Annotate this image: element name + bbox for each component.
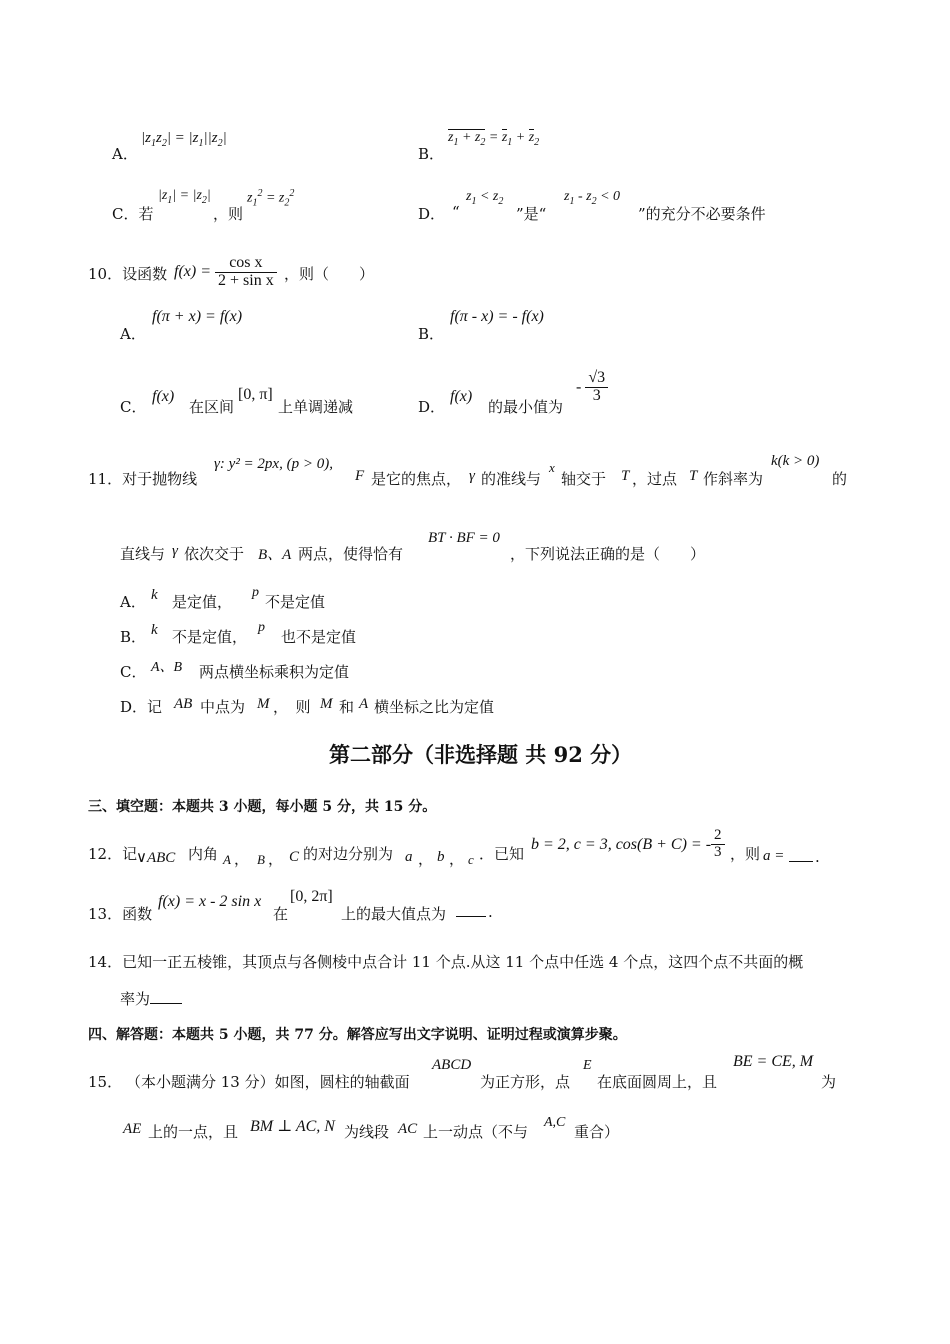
q11-T2: T — [689, 468, 698, 484]
q11-gamma: γ — [469, 468, 475, 484]
q10-option-c-text2: 上单调递减 — [278, 398, 354, 416]
q9-option-d[interactable] — [418, 203, 445, 224]
q11-line2-vector-eq: BT · BF = 0 — [428, 530, 500, 546]
q11-option-b[interactable] — [120, 626, 146, 647]
q11-x: x — [549, 460, 555, 475]
option-label: B． — [418, 145, 445, 163]
q14-line2 — [120, 988, 182, 1009]
q12-B: B — [257, 852, 265, 867]
q11-option-d-M: M — [257, 696, 270, 712]
question-text: 对于抛物线 — [122, 470, 198, 488]
q11-text-7: 的 — [832, 470, 848, 488]
q15-text-4: 为 — [821, 1073, 837, 1091]
q11-text-2: 是它的焦点， — [371, 470, 462, 488]
q10-option-b-math: f(π - x) = - f(x) — [450, 308, 544, 325]
q11-number — [88, 468, 197, 489]
q11-T1: T — [621, 468, 630, 484]
q11-line2-text-1: 直线与 — [120, 545, 166, 563]
q11-option-d-text-3: ， 则 — [273, 698, 311, 716]
q15-line2-condition: BM ⊥ AC, N — [250, 1118, 335, 1135]
q12-sep-4: ， — [449, 850, 465, 868]
q9-option-a[interactable] — [112, 143, 138, 164]
q9-option-d-q2: ”是“ — [516, 205, 547, 223]
q15-text-3: 在底面圆周上，且 — [597, 1073, 718, 1091]
q12-c: c — [468, 852, 474, 867]
q12-text-5: ，则 — [730, 845, 761, 863]
q11-option-a-k: k — [151, 587, 158, 603]
q15-line2-AC2: A,C — [544, 1115, 566, 1130]
question-number: 15． — [88, 1073, 123, 1091]
q9-option-d-q1: “ — [452, 203, 460, 221]
q11-parabola-def: γ: y² = 2px, (p > 0), — [214, 456, 333, 472]
q12-fraction — [711, 828, 725, 861]
fraction-numerator: cos x — [215, 255, 277, 273]
option-label: A． — [112, 145, 138, 163]
question-text: 函数 — [122, 905, 153, 923]
q9-option-d-math2: $z_1 - z_2 < 0$ — [564, 189, 621, 207]
q12-sep-1: ， — [234, 850, 250, 868]
q11-option-b-text-2: 也不是定值 — [281, 628, 357, 646]
q13-answer-blank[interactable] — [456, 903, 486, 921]
q10-option-c[interactable]: C． — [120, 398, 147, 416]
q12-text-3: 的对边分别为 — [303, 845, 394, 863]
q12-A: A — [223, 852, 231, 867]
q12-number — [88, 843, 137, 864]
q10-option-d-value — [576, 370, 608, 405]
q12-text-4: ．已知 — [479, 845, 525, 863]
q12-text-2: 内角 — [188, 845, 219, 863]
q11-option-a[interactable] — [120, 591, 146, 612]
q13-end: . — [488, 903, 493, 921]
option-text: 若 — [138, 205, 154, 223]
q15-line2-text-2: 为线段 — [344, 1123, 390, 1141]
q12-given: b = 2, c = 3, cos(B + C) = - — [531, 836, 712, 853]
fraction — [711, 828, 725, 861]
negative-sign: - — [576, 378, 582, 396]
function-lhs: f(x) = — [174, 262, 211, 280]
q15-ABCD: ABCD — [432, 1057, 472, 1073]
q11-option-d[interactable] — [120, 696, 162, 717]
q15-text-2: 为正方形，点 — [480, 1073, 571, 1091]
section3-heading: 三、填空题：本题共 3 小题，每小题 5 分，共 15 分。 — [88, 799, 437, 815]
q12-answer-blank[interactable] — [789, 848, 813, 866]
q10-option-a[interactable]: A． — [120, 325, 146, 343]
q9-option-c[interactable] — [112, 203, 154, 224]
question-number: 13． — [88, 905, 123, 923]
q9-option-b[interactable] — [418, 143, 444, 164]
q9-option-c-math2: $z_1^2 = z_2^2$ — [247, 188, 295, 209]
q11-option-d-text-4: 和 — [339, 698, 355, 716]
q11-text-6: 作斜率为 — [703, 470, 764, 488]
q11-option-d-M2: M — [320, 696, 333, 712]
question-number: 10． — [88, 265, 123, 283]
q13-text-3: 上的最大值点为 — [341, 905, 447, 923]
q13-function: f(x) = x - 2 sin x — [158, 893, 262, 910]
option-label: A． — [120, 593, 146, 611]
q11-option-c-text: 两点横坐标乘积为定值 — [199, 663, 350, 681]
fraction-denominator: 3 — [592, 386, 601, 404]
q11-option-d-A: A — [359, 696, 369, 712]
option-text: 记 — [147, 698, 163, 716]
q10-option-c-math: f(x) — [152, 388, 175, 405]
q11-option-a-text-2: 不是定值 — [265, 593, 326, 611]
question-text: 已知一正五棱锥，其顶点与各侧棱中点合计 11 个点.从这 11 个点中任选 4 个点，这四个点不共面的概 — [122, 953, 804, 971]
q10-option-d-math: f(x) — [450, 388, 473, 405]
fraction-numerator: 2 — [711, 828, 725, 845]
q11-text-5: ，过点 — [632, 470, 678, 488]
q12-sep-2: ， — [268, 850, 284, 868]
question-number: 14． — [88, 953, 123, 971]
q9-option-c-mid: ，则 — [213, 205, 244, 223]
q11-option-b-k: k — [151, 622, 158, 638]
q9-option-d-q3: ”的充分不必要条件 — [638, 205, 766, 223]
q11-text-3: 的准线与 — [481, 470, 542, 488]
fraction-denominator: 2 + sin x — [218, 271, 274, 289]
fraction — [215, 255, 277, 290]
q13-text-2: 在 — [273, 905, 289, 923]
q10-option-c-interval: [0, π] — [238, 386, 273, 403]
fraction — [585, 370, 608, 405]
q13-interval: [0, 2π] — [290, 888, 333, 905]
q15-condition: BE = CE, M — [733, 1053, 814, 1070]
q11-option-d-AB: AB — [174, 696, 193, 712]
q15-text-1: （本小题满分 13 分）如图，圆柱的轴截面 — [126, 1073, 410, 1091]
q15-line2-AC: AC — [398, 1121, 418, 1137]
q11-option-c-AB: A、B — [151, 660, 183, 675]
q9-option-c-math: $|z_1| = |z_2|$ — [158, 188, 211, 206]
q11-focus-F: F — [355, 468, 365, 484]
q15-AE: AE — [123, 1121, 142, 1137]
q12-a: a — [405, 849, 413, 865]
q11-line2-text-3: 两点，使得恰有 — [298, 545, 404, 563]
section4-heading: 四、解答题：本题共 5 小题，共 77 分。解答应写出文字说明、证明过程或演算步聚。 — [88, 1027, 627, 1043]
option-label: C． — [112, 205, 139, 223]
option-label: C． — [120, 663, 147, 681]
q12-C: C — [289, 849, 300, 865]
q15-number — [88, 1071, 122, 1092]
q11-line2-BA: B、A — [258, 547, 292, 563]
q11-k-condition: k(k > 0) — [771, 453, 820, 469]
q9-option-a-math: $|z_1z_2| = |z_1||z_2|$ — [141, 130, 227, 149]
q14-answer-blank[interactable] — [150, 991, 182, 1004]
question-number: 11． — [88, 470, 123, 488]
q11-option-d-text-2: 中点为 — [200, 698, 246, 716]
q10-option-c-text: 在区间 — [189, 398, 235, 416]
fraction-numerator: √3 — [585, 370, 608, 388]
q14-line1 — [88, 951, 803, 972]
q11-option-b-p: p — [258, 620, 265, 635]
q12-sep-3: ， — [418, 850, 434, 868]
q11-line2-text-4: ，下列说法正确的是（ ） — [510, 545, 706, 563]
q12-triangle: ∨ABC — [136, 850, 176, 866]
question-text: 设函数 — [122, 265, 168, 283]
question-text: 记 — [122, 845, 138, 863]
option-label: D． — [120, 698, 148, 716]
q13-number — [88, 903, 152, 924]
q10-option-d-text: 的最小值为 — [488, 398, 564, 416]
q11-option-c[interactable] — [120, 661, 146, 682]
q11-option-b-text-1: 不是定值， — [172, 628, 248, 646]
q15-line2-text-4: 重合） — [574, 1123, 620, 1141]
q11-text-4: 轴交于 — [561, 470, 607, 488]
option-label: D． — [418, 205, 446, 223]
q10-stem-post: ，则（ ） — [284, 265, 375, 283]
q10-option-a-math: f(π + x) = f(x) — [152, 308, 243, 325]
q9-option-d-math: $z_1 < z_2$ — [466, 189, 504, 207]
q10-option-b[interactable]: B． — [418, 325, 445, 343]
part2-heading: 第二部分（非选择题 共 92 分） — [329, 742, 633, 767]
q11-option-d-text-5: 横坐标之比为定值 — [374, 698, 495, 716]
q11-option-a-text-1: 是定值， — [172, 593, 233, 611]
question-text: 率为 — [120, 990, 151, 1008]
q11-option-a-p: p — [252, 585, 259, 600]
q10-stem — [88, 263, 167, 284]
q12-end: . — [815, 848, 820, 866]
q15-line2-text-3: 上一动点（不与 — [423, 1123, 529, 1141]
fraction-denominator: 3 — [714, 843, 722, 860]
q12-answer-label: a = — [763, 848, 785, 864]
q10-function-def — [174, 255, 277, 290]
option-label: B． — [120, 628, 147, 646]
q15-line2-text-1: 上的一点，且 — [148, 1123, 239, 1141]
question-number: 12． — [88, 845, 123, 863]
q11-line2-text-2: 依次交于 — [184, 545, 245, 563]
q12-b: b — [437, 849, 445, 865]
q9-option-b-math: $z_1 + z_2 = z_1 + z_2$ — [448, 130, 540, 148]
q15-E: E — [583, 1058, 592, 1073]
q11-line2-gamma: γ — [172, 543, 178, 559]
q10-option-d[interactable]: D． — [418, 398, 446, 416]
